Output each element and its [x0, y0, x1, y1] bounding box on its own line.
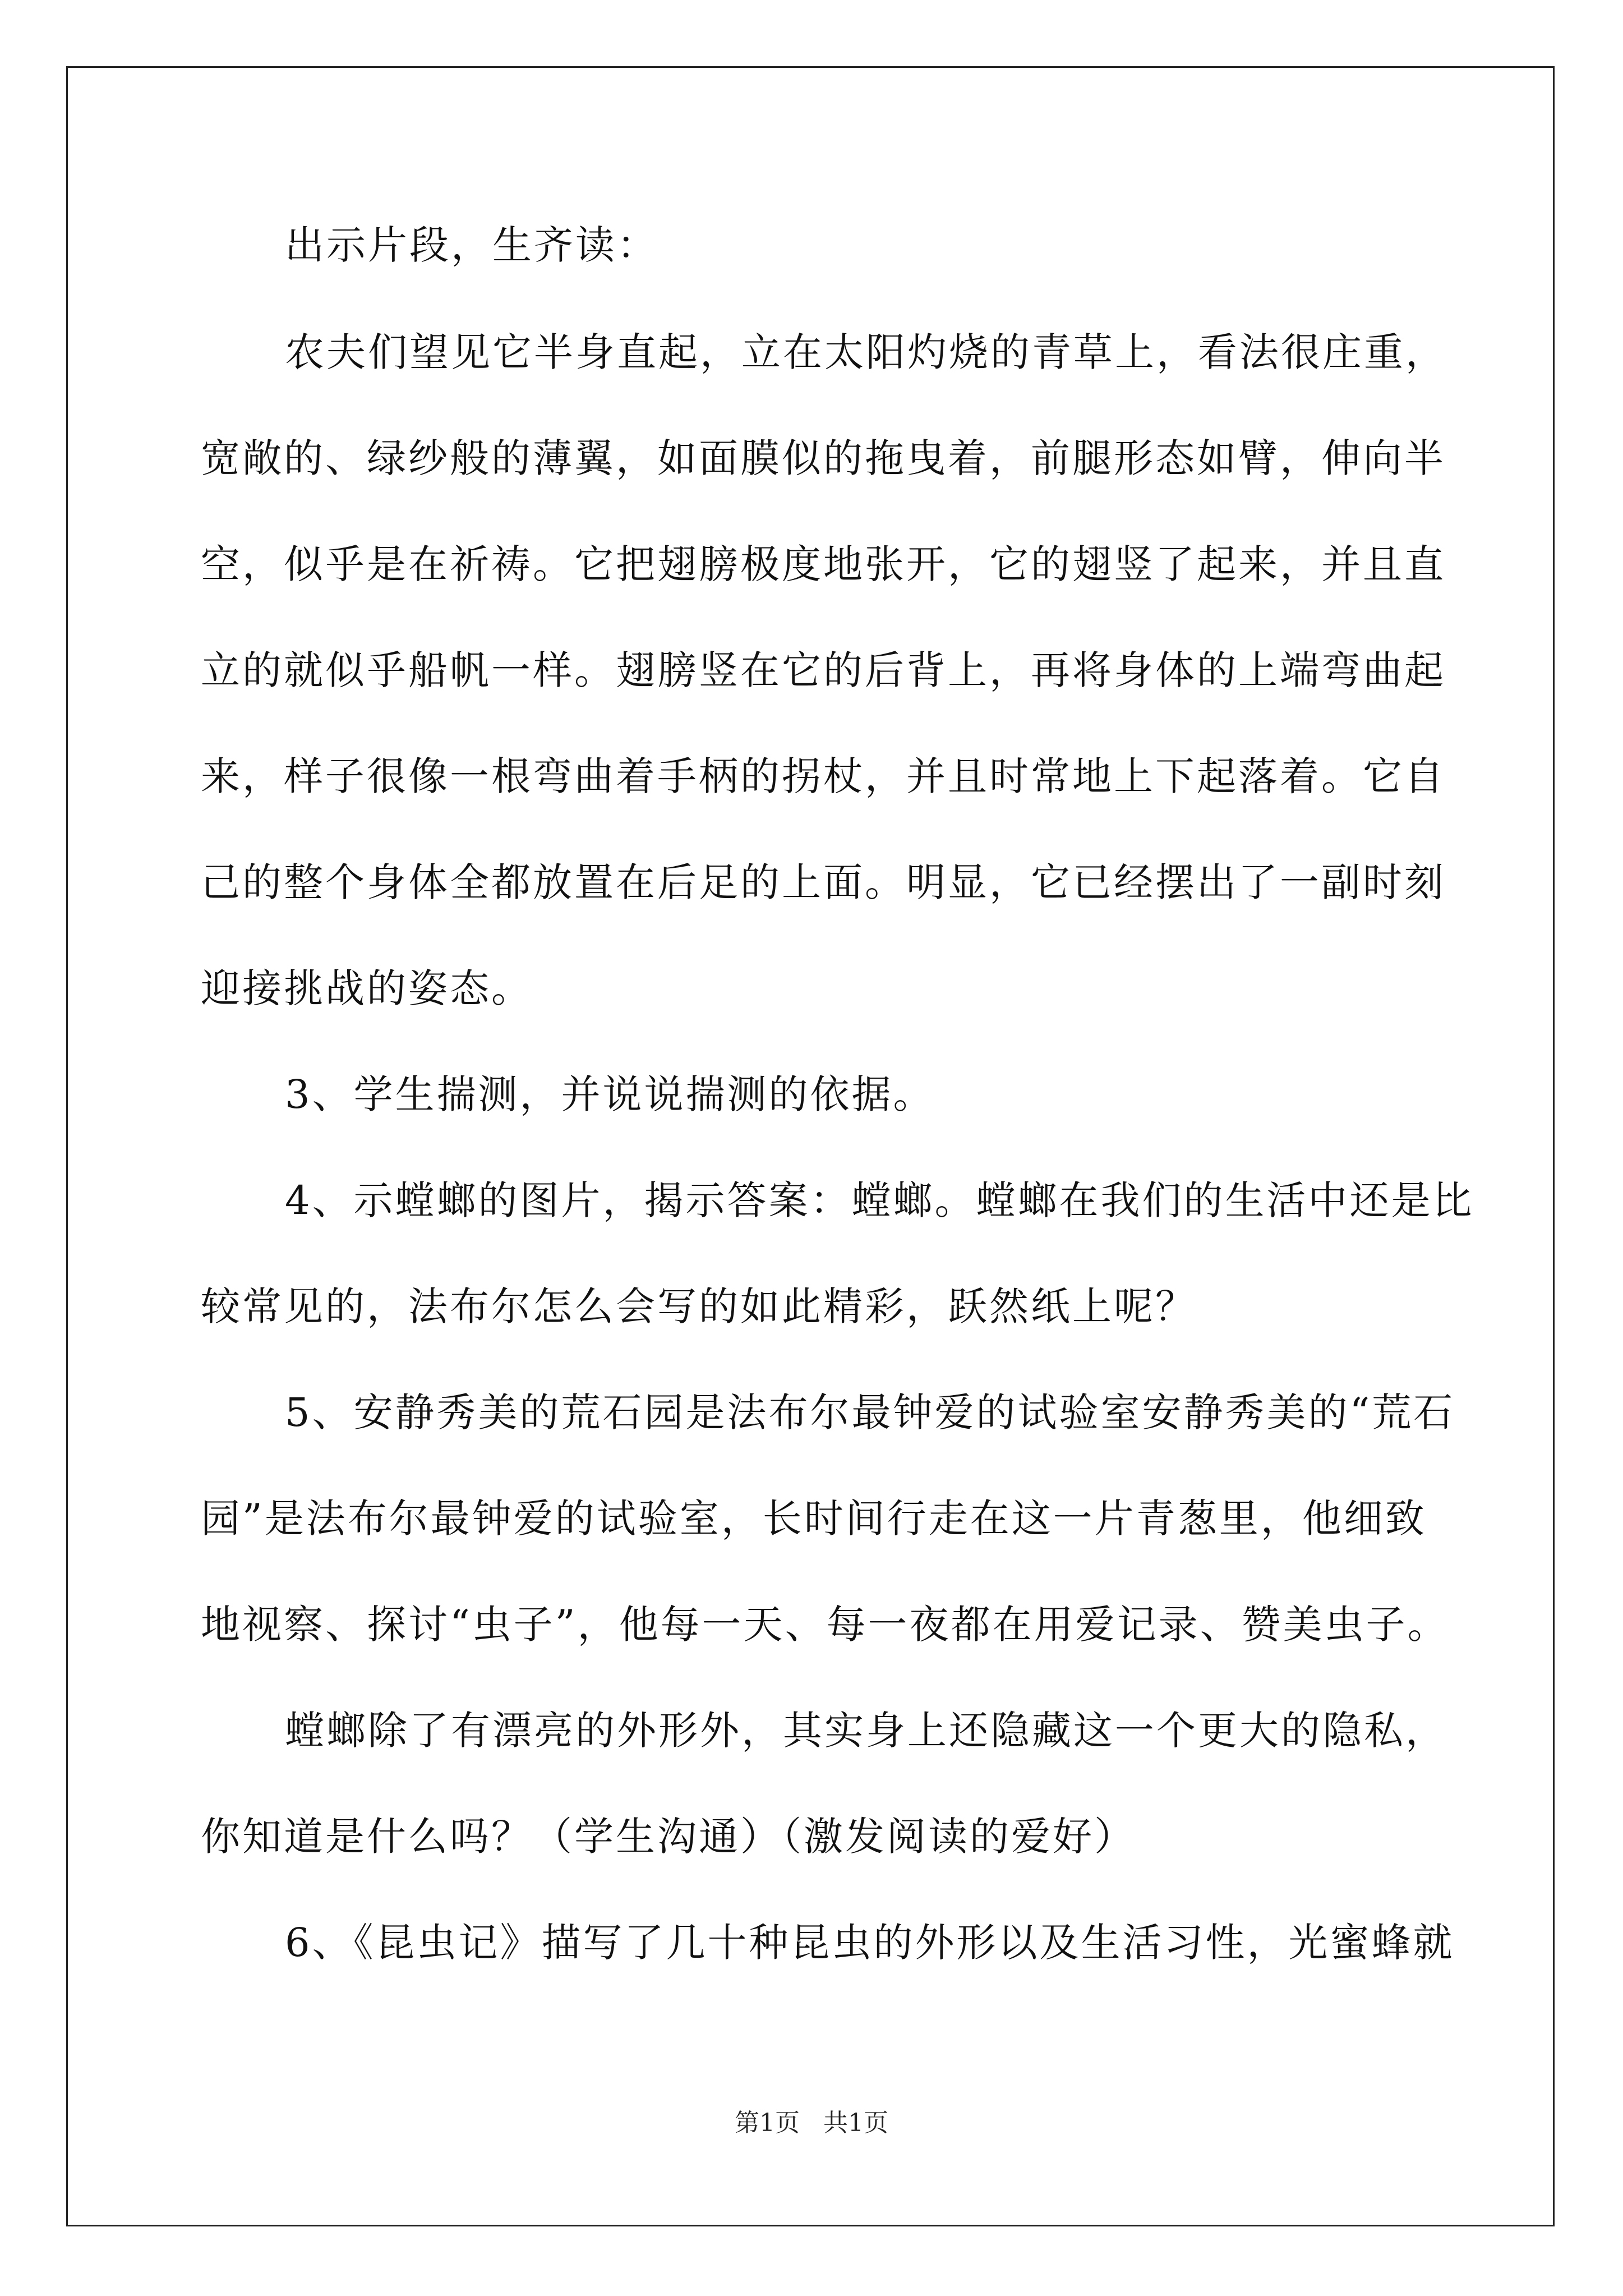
paragraph-line: 你知道是什么吗？（学生沟通）（激发阅读的爱好）	[201, 1814, 1136, 1860]
paragraph-line: 迎接挑战的姿态。	[201, 965, 533, 1011]
paragraph-line: 3、学生揣测，并说说揣测的依据。	[285, 1071, 935, 1117]
page-border	[66, 66, 1555, 2226]
paragraph-line: 立的就似乎船帆一样。翅膀竖在它的后背上，再将身体的上端弯曲起	[201, 647, 1446, 693]
page-footer	[0, 2106, 1623, 2140]
paragraph-line: 6、《昆虫记》描写了几十种昆虫的外形以及生活习性，光蜜蜂就	[285, 1920, 1455, 1966]
paragraph-line: 出示片段，生齐读：	[285, 222, 658, 268]
paragraph-line: 4、示螳螂的图片，揭示答案：螳螂。螳螂在我们的生活中还是比	[285, 1177, 1474, 1223]
paragraph-line: 农夫们望见它半身直起，立在太阳灼烧的青草上，看法很庄重，	[285, 329, 1447, 375]
paragraph-line: 己的整个身体全都放置在后足的上面。明显，它已经摆出了一副时刻	[201, 859, 1446, 905]
page-total: 共1页	[823, 2109, 888, 2137]
paragraph-line: 来，样子很像一根弯曲着手柄的拐杖，并且时常地上下起落着。它自	[201, 753, 1446, 799]
paragraph-line: 空，似乎是在祈祷。它把翅膀极度地张开，它的翅竖了起来，并且直	[201, 541, 1446, 587]
paragraph-line: 宽敞的、绿纱般的薄翼，如面膜似的拖曳着，前腿形态如臂，伸向半	[201, 435, 1446, 481]
paragraph-line: 地视察、探讨“虫子”，他每一天、每一夜都在用爱记录、赞美虫子。	[201, 1602, 1449, 1648]
page-number: 第1页	[735, 2109, 800, 2137]
paragraph-line: 园”是法布尔最钟爱的试验室，长时间行走在这一片青葱里，他细致	[201, 1496, 1427, 1542]
paragraph-line: 较常见的，法布尔怎么会写的如此精彩，跃然纸上呢？	[201, 1283, 1197, 1329]
paragraph-line: 螳螂除了有漂亮的外形外，其实身上还隐藏这一个更大的隐私，	[285, 1708, 1447, 1754]
paragraph-line: 5、安静秀美的荒石园是法布尔最钟爱的试验室安静秀美的“荒石	[285, 1389, 1455, 1435]
